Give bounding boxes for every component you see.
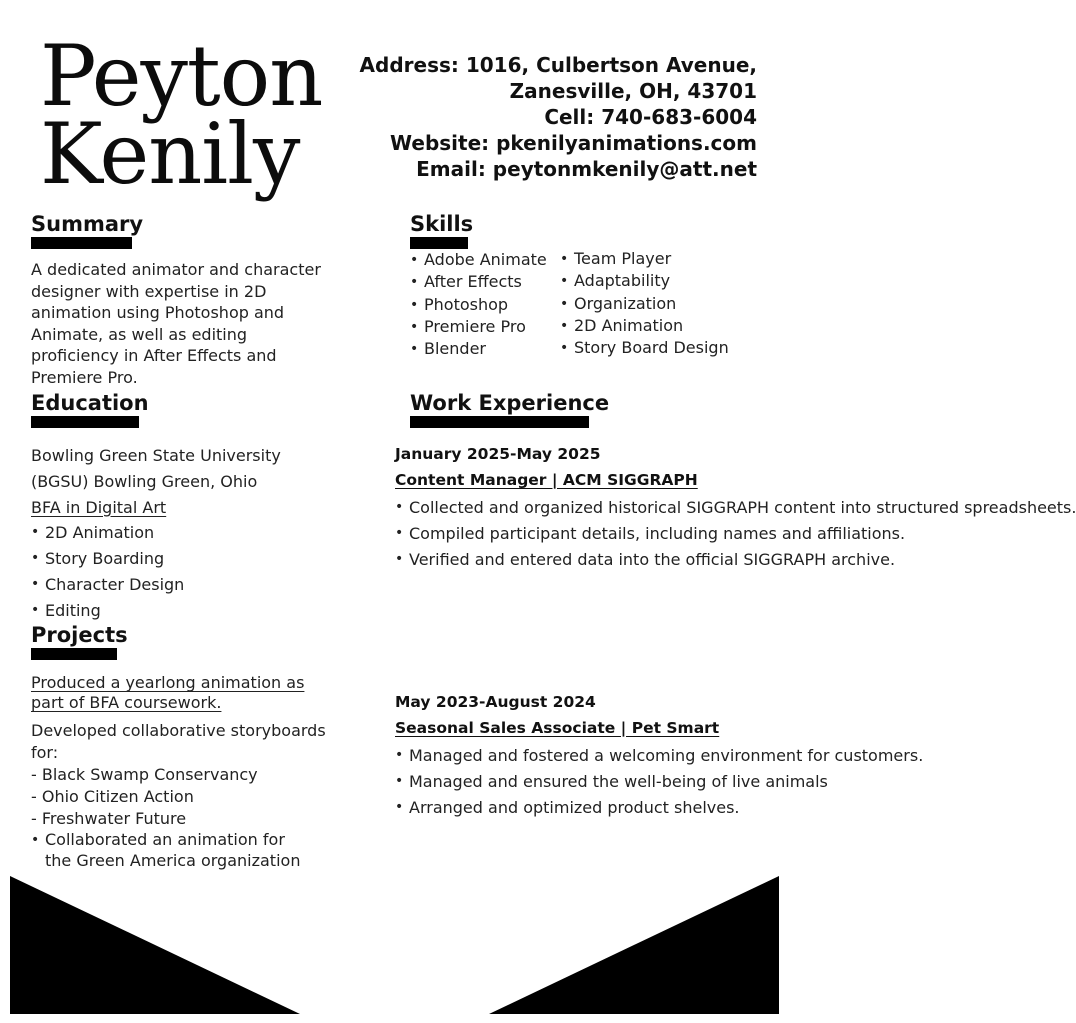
skill-item: • After Effects bbox=[410, 271, 547, 293]
job-bullet: • Verified and entered data into the official SIGGRAPH archive. bbox=[395, 547, 775, 573]
last-name: Kenily bbox=[40, 105, 300, 203]
project-desc-line: for: bbox=[31, 743, 59, 762]
job-bullet: • Arranged and optimized product shelves. bbox=[395, 795, 775, 821]
project-line: part of BFA coursework. bbox=[31, 693, 222, 712]
job-title: Seasonal Sales Associate | Pet Smart bbox=[395, 719, 720, 737]
job-bullet: • Managed and ensured the well-being of live animals bbox=[395, 769, 775, 795]
education-topic: • Character Design bbox=[31, 572, 371, 598]
collab-line: the Green America organization bbox=[45, 850, 301, 870]
job-title: Content Manager | ACM SIGGRAPH bbox=[395, 471, 698, 489]
website: Website: pkenilyanimations.com bbox=[390, 131, 757, 155]
email: Email: peytonmkenily@att.net bbox=[416, 157, 757, 181]
job-bullet: • Compiled participant details, including names and affiliations. bbox=[395, 521, 775, 547]
summary-line: Animate, as well as editing bbox=[31, 324, 248, 344]
job-bullet: • Collected and organized historical SIGGRAPH content into structured spreadsheets. bbox=[395, 495, 775, 521]
skills-heading: Skills bbox=[410, 212, 474, 236]
education-heading: Education bbox=[31, 391, 149, 415]
education-topic: • 2D Animation bbox=[31, 520, 371, 546]
left-corner-triangle bbox=[10, 876, 300, 1014]
cell-phone: Cell: 740-683-6004 bbox=[544, 105, 757, 129]
summary-line: A dedicated animator and character bbox=[31, 260, 321, 279]
degree: BFA in Digital Art bbox=[31, 497, 167, 517]
job-bullet: • Managed and fostered a welcoming environment for customers. bbox=[395, 743, 775, 769]
job-date: January 2025-May 2025 bbox=[395, 445, 601, 463]
right-corner-triangle bbox=[489, 876, 779, 1014]
skill-item: • 2D Animation bbox=[560, 315, 729, 337]
school-line-1: Bowling Green State University bbox=[31, 446, 281, 465]
education-topic: • Editing bbox=[31, 598, 371, 624]
projects-heading: Projects bbox=[31, 623, 128, 647]
project-desc-line: Developed collaborative storyboards bbox=[31, 721, 326, 740]
skill-item: • Organization bbox=[560, 293, 729, 315]
first-name: Peyton bbox=[40, 27, 323, 125]
skill-item: • Story Board Design bbox=[560, 337, 729, 359]
summary-line: animation using Photoshop and bbox=[31, 303, 285, 322]
summary-heading: Summary bbox=[31, 212, 144, 236]
education-topic: • Story Boarding bbox=[31, 546, 371, 572]
summary-line: designer with expertise in 2D bbox=[31, 281, 267, 301]
job-date: May 2023-August 2024 bbox=[395, 693, 596, 711]
summary-line: proficiency in After Effects and bbox=[31, 346, 277, 365]
project-org: - Black Swamp Conservancy bbox=[31, 765, 258, 784]
skill-item: • Team Player bbox=[560, 248, 729, 270]
school-line-2: (BGSU) Bowling Green, Ohio bbox=[31, 471, 258, 491]
skill-item: • Adobe Animate bbox=[410, 249, 547, 271]
project-line: Produced a yearlong animation as bbox=[31, 673, 305, 692]
skill-item: • Adaptability bbox=[560, 270, 729, 292]
summary-line: Premiere Pro. bbox=[31, 367, 138, 387]
collab-line: • Collaborated an animation for bbox=[45, 830, 285, 849]
address-line-1: Address: 1016, Culbertson Avenue, bbox=[359, 53, 757, 77]
skill-item: • Photoshop bbox=[410, 294, 547, 316]
skill-item: • Premiere Pro bbox=[410, 316, 547, 338]
skill-item: • Blender bbox=[410, 338, 547, 360]
project-org: - Freshwater Future bbox=[31, 809, 187, 828]
address-line-2: Zanesville, OH, 43701 bbox=[509, 79, 757, 103]
work-heading: Work Experience bbox=[410, 391, 610, 415]
project-org: - Ohio Citizen Action bbox=[31, 787, 194, 806]
